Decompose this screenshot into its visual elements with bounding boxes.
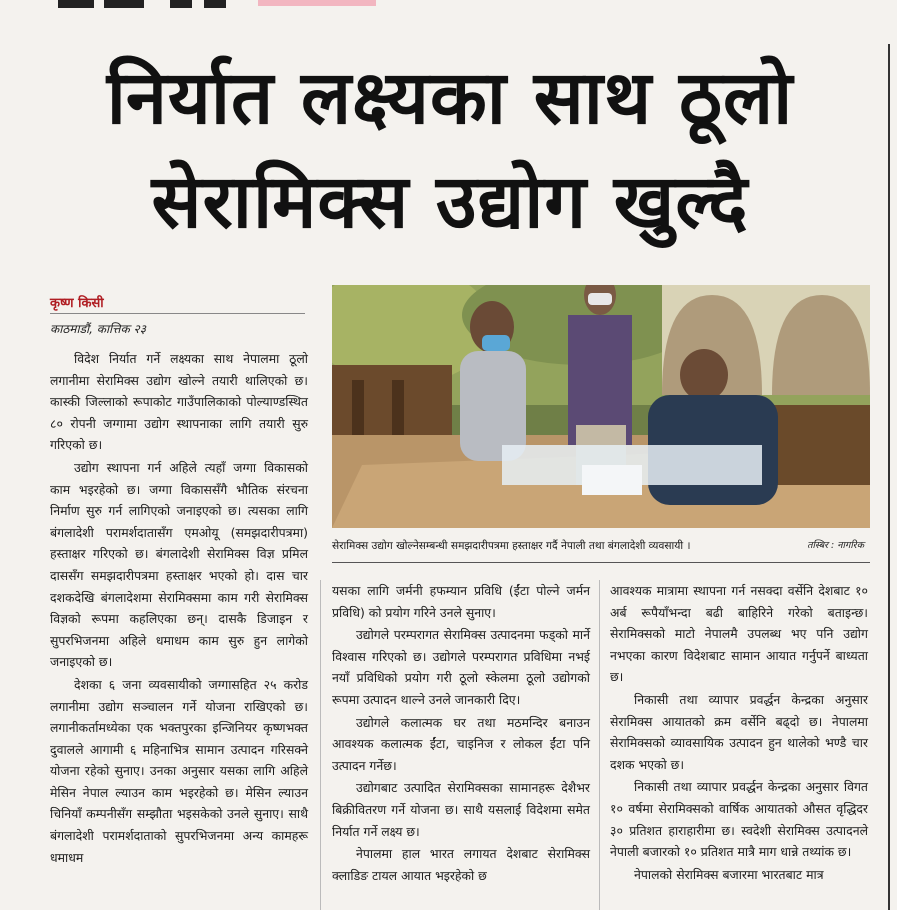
article-column-2 [332,580,590,887]
caption-text: सेरामिक्स उद्योग खोल्नेसम्बन्धी समझदारीपत्रमा हस्ताक्षर गर्दै नेपाली तथा बंगलादेशी व्यवसायी । [332,540,691,552]
dateline: काठमाडौं, कात्तिक २३ [50,322,146,336]
headline-line-2: सेरामिक्स उद्योग खुल्दै [151,159,749,245]
photo-caption [332,532,870,563]
masthead-fragment [104,0,144,8]
headline-line-1: निर्यात लक्ष्यका साथ ठूलो [106,55,794,141]
paragraph: विदेश निर्यात गर्ने लक्ष्यका साथ नेपालमा ठूलो लगानीमा सेरामिक्स उद्योग खोल्ने तयारी थालिएको छ। कास्की जिल्लाको रूपाकोट गाउँपालिकाको पोल्याण्डस्थित ८० रोपनी जग्गामा उद्योग स्थापनाका लागि तयारी सुरु गरिएको छ। [50,351,308,453]
paragraph: निकासी तथा व्यापार प्रवर्द्धन केन्द्रका अनुसार सेरामिक्स आयातको क्रम वर्सेनि बढ्दो छ। नेपालमा सेरामिक्सको व्यावसायिक उत्पादन हुन थालेको भण्डै चार दशक भएको छ। [610,691,868,772]
paragraph: उद्योगले कलात्मक घर तथा मठमन्दिर बनाउन आवश्यक कलात्मक ईंटा, चाइनिज र लोकल ईंटा पनि उत्पादन गर्नेछ। [332,714,590,773]
paragraph: नेपालमा हाल भारत लगायत देशबाट सेरामिक्स क्लाडिङ टायल आयात भइरहेको छ [332,846,590,883]
article-column-1 [50,348,308,869]
masthead-accent [258,0,376,6]
masthead-fragment [170,0,192,8]
paragraph: यसका लागि जर्मनी हफम्यान प्रविधि (ईंटा पोल्ने जर्मन प्रविधि) को प्रयोग गरिने उनले सुनाए। [332,583,590,620]
article-column-3 [610,580,868,886]
masthead-fragment [58,0,94,8]
paragraph: निकासी तथा व्यापार प्रवर्द्धन केन्द्रका अनुसार विगत १० वर्षमा सेरामिक्सको वार्षिक आयातको औसत वृद्धिदर ३० प्रतिशत हाराहारीमा छ। स्वदेशी सेरामिक्स उत्पादनले नेपाली बजारको १० प्रतिशत मात्रै माग धान्ने तथ्यांक छ। [610,779,868,860]
page-edge-rule [888,44,890,910]
signing-ceremony-photo [332,285,870,528]
photo-credit: तस्बिर : नागरिक [807,540,864,551]
column-divider [320,580,321,910]
paragraph: उद्योगले परम्परागत सेरामिक्स उत्पादनमा फड्को मार्ने विश्वास गरिएको छ। उद्योगले परम्परागत प्रविधिमा नभई नयाँ प्रविधिको प्रयोग गरी ठूलो स्केलमा ठूलो उद्योगको रूपमा उत्पादन थाल्ने उनले जानकारी दिए। [332,627,590,707]
paragraph: उद्योगबाट उत्पादित सेरामिक्सका सामानहरू देशैभर बिक्रीवितरण गर्ने योजना छ। साथै यसलाई विदेशमा समेत निर्यात गर्ने लक्ष्य छ। [332,780,590,839]
paragraph: उद्योग स्थापना गर्न अहिले त्यहाँ जग्गा विकासको काम भइरहेको छ। जग्गा विकाससँगै भौतिक संरचना निर्माण सुरु गर्न लागिएको जनाइएको छ। त्यसका लागि बंगलादेशी परामर्शदातासँग एमओयू (समझदारीपत्रमा) हस्ताक्षर गरिएको छ। बंगलादेशी सेरामिक्स विज्ञ प्रमिल दाससँग समझदारीपत्रमा हस्ताक्षर भएको हो। दास चार दशकदेखि बंगलादेशमा सेरामिक्समा काम गरी सेरामिक्स विज्ञको रूपमा कहलिएका छन्। दासकै डिजाइन र सुपरभिजनमा अहिले धमाधम काम सुरु हुन लागेको जनाइएको छ। [50,459,308,670]
byline-divider [50,313,305,314]
news-photo [332,285,870,528]
paragraph: नेपालको सेरामिक्स बजारमा भारतबाट मात्र [634,866,824,882]
author-name: कृष्ण किसी [50,296,104,311]
paragraph: आवश्यक मात्रामा स्थापना गर्न नसक्दा वर्सेनि देशबाट १० अर्ब रूपैयाँभन्दा बढी बाहिरिने गरेको बताइन्छ। सेरामिक्सको माटो नेपालमै उपलब्ध भए पनि उद्योग नभएका कारण विदेशबाट सामान आयात गर्नुपर्ने बाध्यता छ। [610,583,868,685]
masthead-fragment [204,0,226,8]
column-divider [599,580,600,910]
paragraph: देशका ६ जना व्यवसायीको जग्गासहित २५ करोड लगानीमा उद्योग सञ्चालन गर्ने योजना राखिएको छ। लगानीकर्तामध्येका एक भक्तपुरका इन्जिनियर कृष्णभक्त दुवालले आगामी ६ महिनाभित्र सामान उत्पादन गरिसक्ने योजना रहेको सुनाए। उनका अनुसार यसका लागि अहिले मेसिन नेपाल ल्याउन काम भइरहेको छ। मेसिन ल्याउन चिनियाँ कम्पनीसँग सम्झौता भइसकेको उनले सुनाए। साथै बंगलादेशी परामर्शदाताको सुपरभिजनमा अन्य कामहरू धमाधम [50,676,308,865]
masthead-strip [0,0,897,14]
